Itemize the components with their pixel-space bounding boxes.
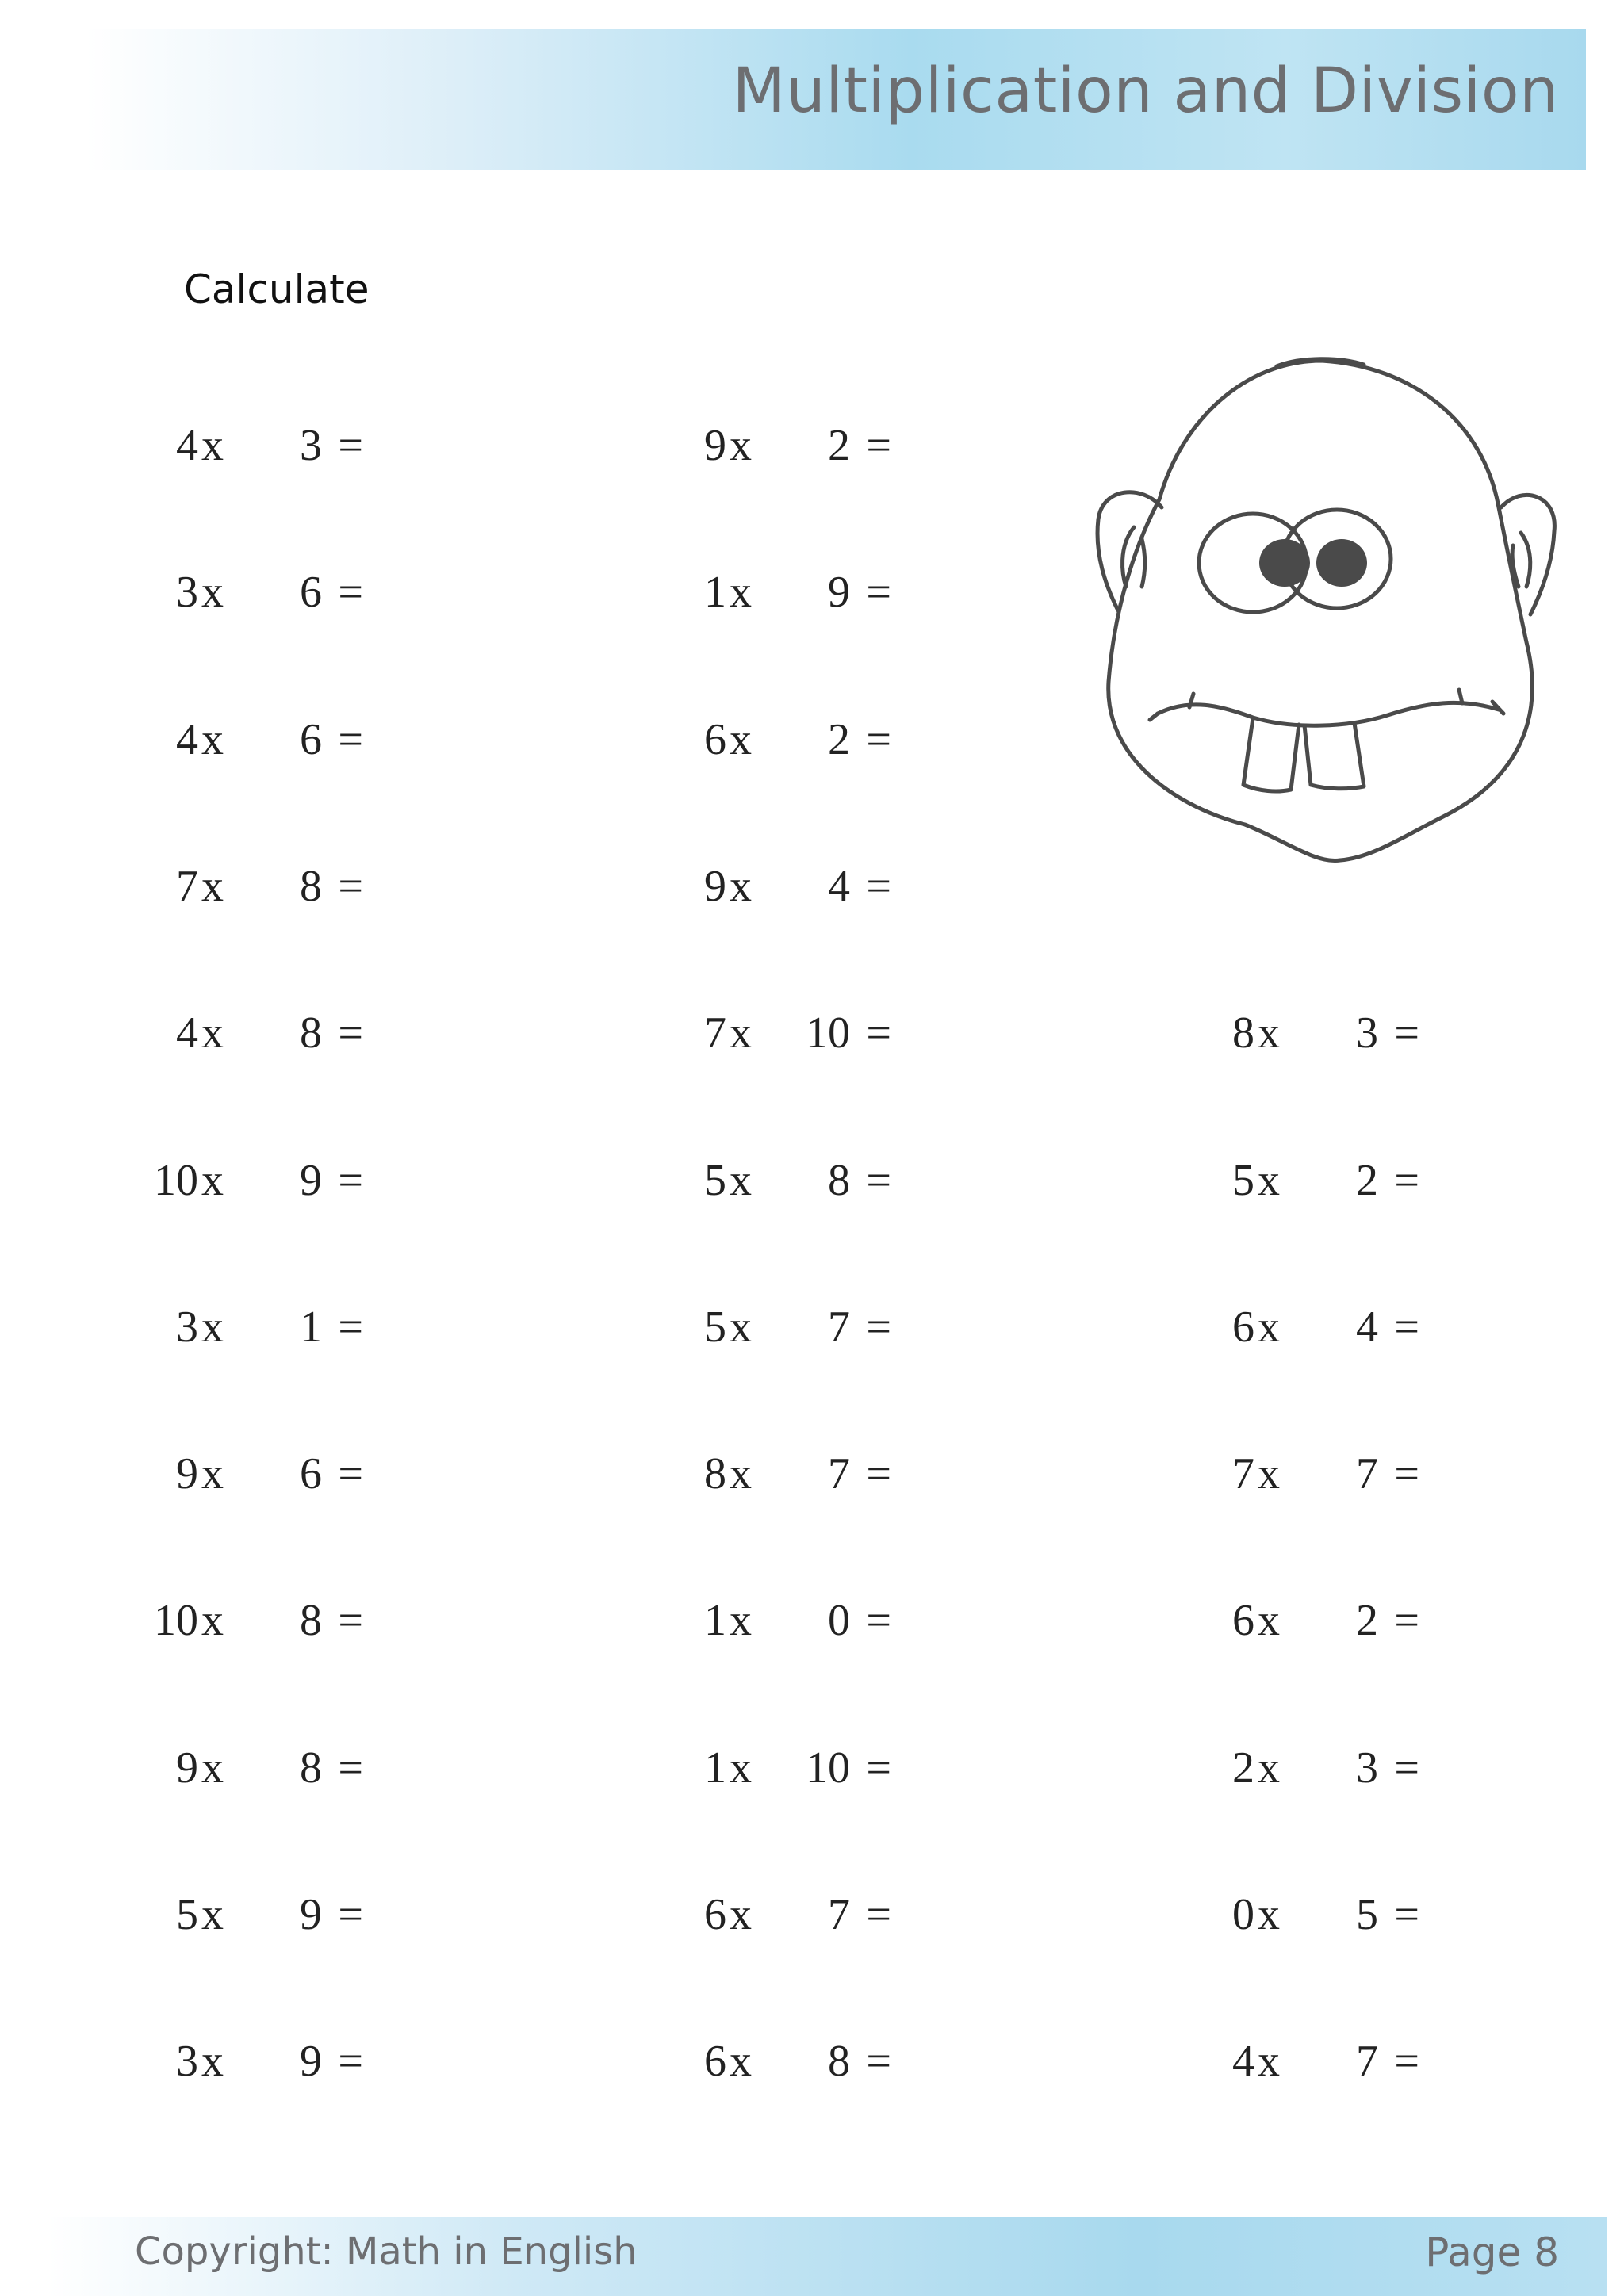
- operand-a: 4: [176, 421, 198, 470]
- problem-item: [1182, 1008, 1419, 1063]
- operand-a: 7: [176, 862, 198, 911]
- operand-a: 9: [176, 1449, 198, 1498]
- operator: x: [1258, 2037, 1280, 2086]
- operand-b: 1: [300, 1303, 322, 1352]
- equals-sign: =: [866, 1890, 891, 1939]
- operator: x: [1258, 1303, 1280, 1352]
- operand-b: 5: [1356, 1890, 1378, 1939]
- equals-sign: =: [866, 568, 891, 617]
- operator: x: [201, 1890, 224, 1939]
- operand-a: 6: [704, 1890, 726, 1939]
- equals-sign: =: [866, 1743, 891, 1793]
- operator: x: [201, 421, 224, 470]
- operand-a: 5: [176, 1890, 198, 1939]
- equals-sign: =: [338, 1156, 363, 1205]
- problem-item: [125, 1302, 363, 1357]
- operand-b: 3: [1356, 1008, 1378, 1058]
- equals-sign: =: [866, 1303, 891, 1352]
- equals-sign: =: [866, 2037, 891, 2086]
- operand-b: 3: [1356, 1743, 1378, 1793]
- operand-b: 7: [828, 1890, 850, 1939]
- problem-item: [125, 861, 363, 916]
- problem-item: [653, 1743, 891, 1798]
- operand-b: 8: [300, 1743, 322, 1793]
- problem-item: [653, 1448, 891, 1504]
- operand-a: 10: [154, 1596, 198, 1645]
- operand-b: 4: [1356, 1303, 1378, 1352]
- problem-item: [653, 420, 891, 476]
- equals-sign: =: [1394, 1743, 1419, 1793]
- problem-item: [1182, 2036, 1419, 2091]
- page-title: Multiplication and Division: [732, 55, 1559, 127]
- operand-a: 3: [176, 2037, 198, 2086]
- operator: x: [730, 715, 752, 764]
- problem-item: [125, 1595, 363, 1651]
- problem-item: [653, 1595, 891, 1651]
- operator: x: [730, 568, 752, 617]
- operand-b: 8: [300, 1008, 322, 1058]
- operand-a: 9: [704, 421, 726, 470]
- operator: x: [201, 2037, 224, 2086]
- problem-item: [653, 1302, 891, 1357]
- problem-item: [125, 1008, 363, 1063]
- operator: x: [730, 1303, 752, 1352]
- operand-a: 8: [704, 1449, 726, 1498]
- operand-a: 4: [1232, 2037, 1254, 2086]
- operand-b: 9: [300, 1890, 322, 1939]
- equals-sign: =: [866, 1449, 891, 1498]
- operator: x: [1258, 1008, 1280, 1058]
- operand-b: 8: [300, 862, 322, 911]
- equals-sign: =: [1394, 1449, 1419, 1498]
- operand-b: 6: [300, 715, 322, 764]
- equals-sign: =: [338, 1449, 363, 1498]
- problem-item: [653, 861, 891, 916]
- operand-a: 10: [154, 1156, 198, 1205]
- operator: x: [1258, 1596, 1280, 1645]
- operand-b: 8: [828, 2037, 850, 2086]
- page-number: Page 8: [1425, 2229, 1559, 2275]
- equals-sign: =: [338, 568, 363, 617]
- operand-b: 7: [828, 1303, 850, 1352]
- operator: x: [1258, 1890, 1280, 1939]
- problem-item: [125, 1448, 363, 1504]
- equals-sign: =: [866, 1008, 891, 1058]
- problem-item: [653, 567, 891, 622]
- operator: x: [201, 1449, 224, 1498]
- problem-item: [1182, 1743, 1419, 1798]
- operand-b: 9: [828, 568, 850, 617]
- problem-item: [653, 2036, 891, 2091]
- equals-sign: =: [866, 715, 891, 764]
- problem-item: [653, 1155, 891, 1211]
- problem-item: [125, 2036, 363, 2091]
- equals-sign: =: [338, 715, 363, 764]
- operator: x: [201, 715, 224, 764]
- operator: x: [1258, 1743, 1280, 1793]
- operand-a: 1: [704, 1743, 726, 1793]
- operand-b: 10: [806, 1008, 850, 1058]
- problem-item: [1182, 1889, 1419, 1945]
- operator: x: [730, 1890, 752, 1939]
- equals-sign: =: [866, 862, 891, 911]
- equals-sign: =: [866, 1156, 891, 1205]
- equals-sign: =: [1394, 2037, 1419, 2086]
- operator: x: [201, 568, 224, 617]
- operator: x: [730, 1449, 752, 1498]
- operand-b: 6: [300, 568, 322, 617]
- equals-sign: =: [338, 1303, 363, 1352]
- equals-sign: =: [338, 1890, 363, 1939]
- operand-a: 7: [1232, 1449, 1254, 1498]
- operand-b: 3: [300, 421, 322, 470]
- operator: x: [730, 1743, 752, 1793]
- operator: x: [201, 1596, 224, 1645]
- instruction-label: Calculate: [184, 266, 370, 312]
- operand-a: 5: [704, 1156, 726, 1205]
- equals-sign: =: [866, 1596, 891, 1645]
- operand-b: 2: [828, 715, 850, 764]
- problem-item: [653, 714, 891, 770]
- equals-sign: =: [338, 1743, 363, 1793]
- operand-b: 6: [300, 1449, 322, 1498]
- operator: x: [201, 1156, 224, 1205]
- copyright-text: Copyright: Math in English: [135, 2229, 638, 2274]
- operand-a: 0: [1232, 1890, 1254, 1939]
- problem-item: [125, 1155, 363, 1211]
- operator: x: [730, 862, 752, 911]
- problem-item: [653, 1889, 891, 1945]
- operator: x: [201, 1303, 224, 1352]
- operator: x: [730, 2037, 752, 2086]
- problem-item: [125, 420, 363, 476]
- operand-b: 8: [828, 1156, 850, 1205]
- operand-b: 7: [828, 1449, 850, 1498]
- equals-sign: =: [1394, 1890, 1419, 1939]
- problem-item: [125, 1743, 363, 1798]
- problem-item: [125, 714, 363, 770]
- operand-a: 3: [176, 568, 198, 617]
- operand-b: 2: [1356, 1156, 1378, 1205]
- operand-b: 9: [300, 1156, 322, 1205]
- operand-a: 5: [704, 1303, 726, 1352]
- operand-b: 2: [828, 421, 850, 470]
- operand-a: 9: [176, 1743, 198, 1793]
- operand-a: 3: [176, 1303, 198, 1352]
- problem-item: [125, 1889, 363, 1945]
- operator: x: [201, 1743, 224, 1793]
- operand-a: 1: [704, 1596, 726, 1645]
- operator: x: [1258, 1449, 1280, 1498]
- equals-sign: =: [1394, 1303, 1419, 1352]
- operand-b: 7: [1356, 1449, 1378, 1498]
- operator: x: [730, 421, 752, 470]
- operator: x: [730, 1596, 752, 1645]
- operand-a: 7: [704, 1008, 726, 1058]
- operator: x: [730, 1156, 752, 1205]
- problem-item: [1182, 1155, 1419, 1211]
- operand-a: 6: [1232, 1596, 1254, 1645]
- equals-sign: =: [338, 421, 363, 470]
- operand-a: 8: [1232, 1008, 1254, 1058]
- operand-b: 8: [300, 1596, 322, 1645]
- equals-sign: =: [866, 421, 891, 470]
- operand-a: 6: [1232, 1303, 1254, 1352]
- problem-item: [125, 567, 363, 622]
- operand-b: 0: [828, 1596, 850, 1645]
- operand-b: 9: [300, 2037, 322, 2086]
- problem-item: [653, 1008, 891, 1063]
- problem-item: [1182, 1595, 1419, 1651]
- operand-b: 2: [1356, 1596, 1378, 1645]
- operand-b: 7: [1356, 2037, 1378, 2086]
- equals-sign: =: [1394, 1596, 1419, 1645]
- equals-sign: =: [338, 2037, 363, 2086]
- cartoon-face-icon: [1086, 349, 1562, 888]
- equals-sign: =: [338, 1008, 363, 1058]
- operand-a: 4: [176, 1008, 198, 1058]
- operand-a: 4: [176, 715, 198, 764]
- problem-item: [1182, 1448, 1419, 1504]
- operand-a: 6: [704, 2037, 726, 2086]
- operand-a: 2: [1232, 1743, 1254, 1793]
- equals-sign: =: [338, 1596, 363, 1645]
- operator: x: [730, 1008, 752, 1058]
- operand-b: 4: [828, 862, 850, 911]
- operand-a: 1: [704, 568, 726, 617]
- operand-a: 6: [704, 715, 726, 764]
- operand-a: 5: [1232, 1156, 1254, 1205]
- operand-b: 10: [806, 1743, 850, 1793]
- equals-sign: =: [1394, 1156, 1419, 1205]
- operand-a: 9: [704, 862, 726, 911]
- problem-item: [1182, 1302, 1419, 1357]
- equals-sign: =: [338, 862, 363, 911]
- equals-sign: =: [1394, 1008, 1419, 1058]
- operator: x: [1258, 1156, 1280, 1205]
- operator: x: [201, 862, 224, 911]
- operator: x: [201, 1008, 224, 1058]
